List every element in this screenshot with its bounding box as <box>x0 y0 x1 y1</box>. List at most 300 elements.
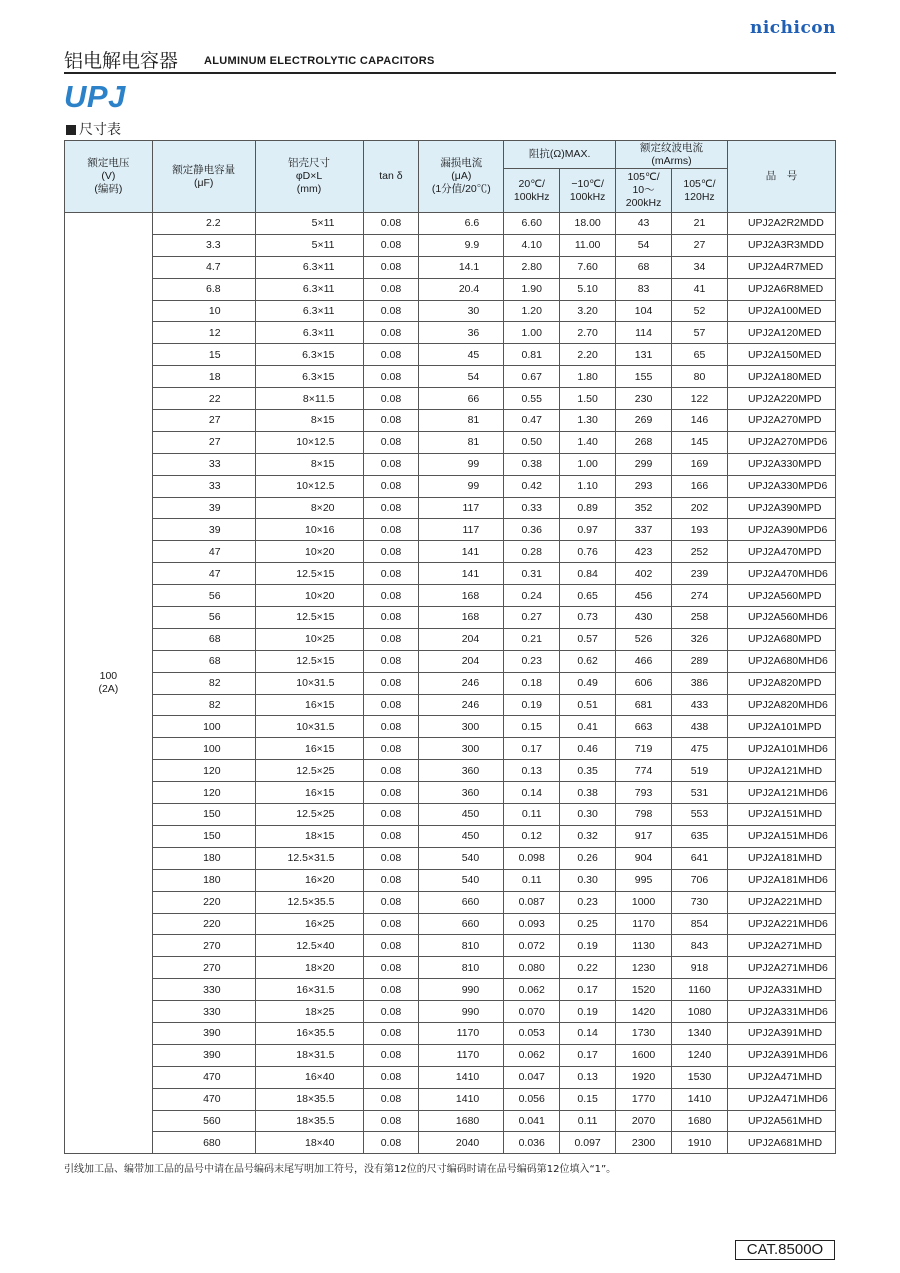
table-row <box>65 804 836 826</box>
cell-ripple-high: 917 <box>616 825 672 847</box>
cell-impedance-20c: 0.81 <box>504 344 560 366</box>
cell-case-size: 12.5×40 <box>255 935 363 957</box>
header-ripple-120hz <box>672 169 728 213</box>
cell-impedance-20c: 6.60 <box>504 213 560 235</box>
cell-ripple-120hz: 289 <box>672 650 728 672</box>
cell-ripple-high: 774 <box>616 760 672 782</box>
cell-tan-delta: 0.08 <box>363 278 419 300</box>
cell-ripple-high: 268 <box>616 431 672 453</box>
cell-part-number: UPJ2A101MPD <box>727 716 835 738</box>
cell-part-number: UPJ2A561MHD <box>727 1110 835 1132</box>
cell-leakage: 14.1 <box>419 256 504 278</box>
cell-tan-delta: 0.08 <box>363 672 419 694</box>
table-row <box>65 519 836 541</box>
cell-ripple-high: 1230 <box>616 957 672 979</box>
table-row <box>65 1044 836 1066</box>
cell-capacitance: 220 <box>152 913 255 935</box>
table-row <box>65 453 836 475</box>
cell-ripple-120hz: 145 <box>672 431 728 453</box>
cell-case-size: 16×31.5 <box>255 979 363 1001</box>
cell-ripple-120hz: 65 <box>672 344 728 366</box>
cell-leakage: 117 <box>419 519 504 541</box>
cell-leakage: 2040 <box>419 1132 504 1154</box>
header-imp-m10c-l1: −10℃/ <box>571 177 604 190</box>
cell-case-size: 18×35.5 <box>255 1110 363 1132</box>
cell-part-number: UPJ2A390MPD6 <box>727 519 835 541</box>
cell-capacitance: 56 <box>152 585 255 607</box>
cell-tan-delta: 0.08 <box>363 1088 419 1110</box>
header-case-size <box>255 141 363 213</box>
cell-impedance-20c: 0.056 <box>504 1088 560 1110</box>
cell-leakage: 450 <box>419 804 504 826</box>
cell-ripple-high: 793 <box>616 782 672 804</box>
header-impedance: 阻抗(Ω)MAX. <box>504 141 616 169</box>
table-row <box>65 628 836 650</box>
cell-leakage: 99 <box>419 475 504 497</box>
header-part-number: 品 号 <box>727 141 835 213</box>
cell-ripple-high: 402 <box>616 563 672 585</box>
cell-impedance-m10c: 0.57 <box>560 628 616 650</box>
cell-leakage: 204 <box>419 650 504 672</box>
cell-capacitance: 100 <box>152 716 255 738</box>
header-imp-20c-l2: 100kHz <box>513 190 550 203</box>
cell-capacitance: 390 <box>152 1022 255 1044</box>
cell-part-number: UPJ2A470MHD6 <box>727 563 835 585</box>
table-row <box>65 847 836 869</box>
cell-ripple-120hz: 1410 <box>672 1088 728 1110</box>
cell-part-number: UPJ2A270MPD6 <box>727 431 835 453</box>
cell-capacitance: 330 <box>152 1001 255 1023</box>
cell-tan-delta: 0.08 <box>363 628 419 650</box>
cell-tan-delta: 0.08 <box>363 366 419 388</box>
cell-impedance-m10c: 0.38 <box>560 782 616 804</box>
cell-case-size: 10×20 <box>255 541 363 563</box>
table-row <box>65 1022 836 1044</box>
cell-impedance-m10c: 0.15 <box>560 1088 616 1110</box>
cell-impedance-20c: 0.67 <box>504 366 560 388</box>
cell-ripple-high: 466 <box>616 650 672 672</box>
cell-case-size: 16×15 <box>255 694 363 716</box>
cell-ripple-high: 54 <box>616 234 672 256</box>
header-leakage <box>419 141 504 213</box>
cell-capacitance: 180 <box>152 869 255 891</box>
cell-ripple-120hz: 239 <box>672 563 728 585</box>
cell-ripple-120hz: 918 <box>672 957 728 979</box>
table-row <box>65 782 836 804</box>
cell-capacitance: 390 <box>152 1044 255 1066</box>
table-row <box>65 322 836 344</box>
cell-part-number: UPJ2A270MPD <box>727 410 835 432</box>
cell-part-number: UPJ2A181MHD <box>727 847 835 869</box>
cell-tan-delta: 0.08 <box>363 957 419 979</box>
cell-ripple-120hz: 202 <box>672 497 728 519</box>
cell-ripple-120hz: 326 <box>672 628 728 650</box>
dimension-table <box>64 140 836 1154</box>
cell-impedance-m10c: 0.097 <box>560 1132 616 1154</box>
cell-capacitance: 82 <box>152 672 255 694</box>
section-title-text: 尺寸表 <box>79 122 121 138</box>
cell-impedance-20c: 0.47 <box>504 410 560 432</box>
cell-ripple-120hz: 1340 <box>672 1022 728 1044</box>
cell-impedance-m10c: 11.00 <box>560 234 616 256</box>
cell-tan-delta: 0.08 <box>363 388 419 410</box>
cell-ripple-120hz: 433 <box>672 694 728 716</box>
cell-part-number: UPJ2A220MPD <box>727 388 835 410</box>
cell-impedance-m10c: 1.40 <box>560 431 616 453</box>
square-bullet-icon <box>66 125 76 135</box>
header-rule <box>64 72 836 74</box>
cell-part-number: UPJ2A680MPD <box>727 628 835 650</box>
cell-ripple-120hz: 146 <box>672 410 728 432</box>
table-row <box>65 1110 836 1132</box>
cell-ripple-120hz: 169 <box>672 453 728 475</box>
brand-logo: nichicon <box>749 18 836 38</box>
cell-tan-delta: 0.08 <box>363 322 419 344</box>
header-capacitance-l1: 额定静电容量 <box>172 163 236 176</box>
cell-impedance-20c: 0.080 <box>504 957 560 979</box>
cell-ripple-high: 663 <box>616 716 672 738</box>
cell-part-number: UPJ2A180MED <box>727 366 835 388</box>
cell-impedance-m10c: 0.46 <box>560 738 616 760</box>
cell-impedance-20c: 0.28 <box>504 541 560 563</box>
cell-capacitance: 10 <box>152 300 255 322</box>
cell-capacitance: 3.3 <box>152 234 255 256</box>
cell-ripple-high: 43 <box>616 213 672 235</box>
cell-ripple-120hz: 274 <box>672 585 728 607</box>
cell-leakage: 54 <box>419 366 504 388</box>
header-rip2-l2: 120Hz <box>684 190 715 203</box>
table-row <box>65 935 836 957</box>
table-row <box>65 234 836 256</box>
cell-tan-delta: 0.08 <box>363 541 419 563</box>
cell-impedance-20c: 0.047 <box>504 1066 560 1088</box>
cell-leakage: 1410 <box>419 1088 504 1110</box>
cell-impedance-20c: 0.55 <box>504 388 560 410</box>
header-leakage-l1: 漏损电流 <box>440 157 483 169</box>
cell-ripple-high: 526 <box>616 628 672 650</box>
cell-impedance-20c: 0.36 <box>504 519 560 541</box>
header-rip2-l1: 105℃/ <box>683 177 716 190</box>
cell-ripple-120hz: 1910 <box>672 1132 728 1154</box>
cell-part-number: UPJ2A150MED <box>727 344 835 366</box>
table-row <box>65 694 836 716</box>
cell-tan-delta: 0.08 <box>363 1001 419 1023</box>
cell-impedance-20c: 0.23 <box>504 650 560 672</box>
table-row <box>65 475 836 497</box>
header-tan-delta: tan δ <box>363 141 419 213</box>
cell-ripple-high: 606 <box>616 672 672 694</box>
cell-ripple-120hz: 41 <box>672 278 728 300</box>
cell-ripple-high: 1000 <box>616 891 672 913</box>
cell-capacitance: 27 <box>152 410 255 432</box>
cell-capacitance: 15 <box>152 344 255 366</box>
cell-tan-delta: 0.08 <box>363 760 419 782</box>
cell-case-size: 18×20 <box>255 957 363 979</box>
cell-part-number: UPJ2A471MHD6 <box>727 1088 835 1110</box>
cell-ripple-high: 1730 <box>616 1022 672 1044</box>
cell-ripple-120hz: 1680 <box>672 1110 728 1132</box>
page-title-cn: 铝电解电容器 <box>64 50 179 72</box>
cell-tan-delta: 0.08 <box>363 847 419 869</box>
cell-leakage: 36 <box>419 322 504 344</box>
cell-case-size: 12.5×35.5 <box>255 891 363 913</box>
cell-capacitance: 6.8 <box>152 278 255 300</box>
cell-tan-delta: 0.08 <box>363 782 419 804</box>
cell-capacitance: 22 <box>152 388 255 410</box>
cell-ripple-high: 1170 <box>616 913 672 935</box>
cell-capacitance: 150 <box>152 804 255 826</box>
cell-impedance-m10c: 2.20 <box>560 344 616 366</box>
cell-case-size: 10×16 <box>255 519 363 541</box>
cell-case-size: 12.5×25 <box>255 760 363 782</box>
cell-part-number: UPJ2A181MHD6 <box>727 869 835 891</box>
cell-ripple-high: 68 <box>616 256 672 278</box>
cell-case-size: 16×15 <box>255 738 363 760</box>
cell-leakage: 20.4 <box>419 278 504 300</box>
cell-impedance-20c: 0.21 <box>504 628 560 650</box>
cell-part-number: UPJ2A121MHD6 <box>727 782 835 804</box>
cell-leakage: 1410 <box>419 1066 504 1088</box>
cell-impedance-m10c: 0.76 <box>560 541 616 563</box>
cell-capacitance: 68 <box>152 650 255 672</box>
header-imp-20c <box>504 169 560 213</box>
cell-ripple-high: 430 <box>616 607 672 629</box>
table-row <box>65 541 836 563</box>
cell-ripple-120hz: 193 <box>672 519 728 541</box>
cell-capacitance: 150 <box>152 825 255 847</box>
cell-leakage: 660 <box>419 913 504 935</box>
cell-leakage: 117 <box>419 497 504 519</box>
cell-part-number: UPJ2A101MHD6 <box>727 738 835 760</box>
cell-capacitance: 4.7 <box>152 256 255 278</box>
cell-tan-delta: 0.08 <box>363 563 419 585</box>
cell-tan-delta: 0.08 <box>363 716 419 738</box>
header-rip1-l2: 10～ <box>632 184 655 196</box>
cell-capacitance: 27 <box>152 431 255 453</box>
cell-impedance-m10c: 0.35 <box>560 760 616 782</box>
cell-impedance-20c: 4.10 <box>504 234 560 256</box>
cell-capacitance: 12 <box>152 322 255 344</box>
cell-part-number: UPJ2A560MHD6 <box>727 607 835 629</box>
cell-tan-delta: 0.08 <box>363 935 419 957</box>
cell-impedance-20c: 0.24 <box>504 585 560 607</box>
header-leakage-l2: (μA) <box>451 170 472 182</box>
cell-case-size: 16×20 <box>255 869 363 891</box>
cell-tan-delta: 0.08 <box>363 891 419 913</box>
table-row <box>65 256 836 278</box>
cell-tan-delta: 0.08 <box>363 738 419 760</box>
cell-ripple-120hz: 166 <box>672 475 728 497</box>
cell-part-number: UPJ2A3R3MDD <box>727 234 835 256</box>
cell-capacitance: 47 <box>152 563 255 585</box>
cell-ripple-120hz: 706 <box>672 869 728 891</box>
cell-case-size: 18×35.5 <box>255 1088 363 1110</box>
cell-impedance-m10c: 0.89 <box>560 497 616 519</box>
cell-leakage: 81 <box>419 410 504 432</box>
table-row <box>65 913 836 935</box>
cell-case-size: 6.3×11 <box>255 278 363 300</box>
cell-ripple-high: 995 <box>616 869 672 891</box>
cell-impedance-20c: 0.036 <box>504 1132 560 1154</box>
cell-leakage: 246 <box>419 694 504 716</box>
cell-part-number: UPJ2A100MED <box>727 300 835 322</box>
cell-impedance-20c: 0.093 <box>504 913 560 935</box>
cell-impedance-20c: 0.14 <box>504 782 560 804</box>
cell-case-size: 12.5×15 <box>255 607 363 629</box>
cell-tan-delta: 0.08 <box>363 475 419 497</box>
cell-leakage: 141 <box>419 563 504 585</box>
table-row <box>65 410 836 432</box>
cell-impedance-m10c: 0.62 <box>560 650 616 672</box>
cell-impedance-20c: 0.31 <box>504 563 560 585</box>
cell-leakage: 1170 <box>419 1044 504 1066</box>
cell-ripple-120hz: 258 <box>672 607 728 629</box>
cell-ripple-120hz: 854 <box>672 913 728 935</box>
cell-leakage: 99 <box>419 453 504 475</box>
cell-tan-delta: 0.08 <box>363 234 419 256</box>
cell-case-size: 5×11 <box>255 234 363 256</box>
cell-ripple-120hz: 1160 <box>672 979 728 1001</box>
cell-ripple-high: 131 <box>616 344 672 366</box>
cell-tan-delta: 0.08 <box>363 585 419 607</box>
cell-ripple-120hz: 531 <box>672 782 728 804</box>
cell-impedance-m10c: 2.70 <box>560 322 616 344</box>
cell-capacitance: 2.2 <box>152 213 255 235</box>
cell-tan-delta: 0.08 <box>363 213 419 235</box>
cell-ripple-120hz: 1240 <box>672 1044 728 1066</box>
cell-part-number: UPJ2A390MPD <box>727 497 835 519</box>
cell-impedance-m10c: 0.11 <box>560 1110 616 1132</box>
cell-tan-delta: 0.08 <box>363 913 419 935</box>
cell-ripple-120hz: 730 <box>672 891 728 913</box>
cell-tan-delta: 0.08 <box>363 607 419 629</box>
cell-leakage: 810 <box>419 957 504 979</box>
cell-part-number: UPJ2A120MED <box>727 322 835 344</box>
header-capacitance-l2: (μF) <box>193 176 214 189</box>
cell-ripple-high: 1600 <box>616 1044 672 1066</box>
cell-ripple-120hz: 21 <box>672 213 728 235</box>
cell-tan-delta: 0.08 <box>363 300 419 322</box>
cell-case-size: 10×12.5 <box>255 475 363 497</box>
cell-part-number: UPJ2A271MHD6 <box>727 957 835 979</box>
cell-case-size: 16×25 <box>255 913 363 935</box>
cell-case-size: 18×40 <box>255 1132 363 1154</box>
cell-leakage: 810 <box>419 935 504 957</box>
cell-leakage: 300 <box>419 716 504 738</box>
cell-ripple-120hz: 438 <box>672 716 728 738</box>
cell-part-number: UPJ2A2R2MDD <box>727 213 835 235</box>
cell-impedance-20c: 0.062 <box>504 979 560 1001</box>
cell-case-size: 16×15 <box>255 782 363 804</box>
cell-impedance-m10c: 0.30 <box>560 869 616 891</box>
cell-capacitance: 39 <box>152 497 255 519</box>
table-row <box>65 738 836 760</box>
table-row <box>65 585 836 607</box>
cell-case-size: 8×15 <box>255 410 363 432</box>
cell-impedance-20c: 0.15 <box>504 716 560 738</box>
cell-case-size: 12.5×15 <box>255 650 363 672</box>
cell-case-size: 6.3×15 <box>255 344 363 366</box>
table-row <box>65 1132 836 1154</box>
cell-tan-delta: 0.08 <box>363 869 419 891</box>
cell-capacitance: 120 <box>152 782 255 804</box>
cell-leakage: 30 <box>419 300 504 322</box>
cell-capacitance: 47 <box>152 541 255 563</box>
cell-impedance-20c: 2.80 <box>504 256 560 278</box>
cell-capacitance: 470 <box>152 1088 255 1110</box>
cell-tan-delta: 0.08 <box>363 1110 419 1132</box>
cell-ripple-120hz: 122 <box>672 388 728 410</box>
cell-impedance-m10c: 1.30 <box>560 410 616 432</box>
cell-part-number: UPJ2A6R8MED <box>727 278 835 300</box>
cell-capacitance: 33 <box>152 475 255 497</box>
cell-impedance-m10c: 3.20 <box>560 300 616 322</box>
cell-impedance-20c: 1.00 <box>504 322 560 344</box>
cell-impedance-m10c: 0.65 <box>560 585 616 607</box>
cell-impedance-20c: 0.27 <box>504 607 560 629</box>
table-row <box>65 344 836 366</box>
cell-capacitance: 18 <box>152 366 255 388</box>
cell-leakage: 168 <box>419 585 504 607</box>
cell-part-number: UPJ2A820MPD <box>727 672 835 694</box>
header-case-l1: 铝壳尺寸 <box>288 157 331 169</box>
cell-case-size: 6.3×11 <box>255 322 363 344</box>
header-case-l3: (mm) <box>296 183 322 195</box>
cell-tan-delta: 0.08 <box>363 453 419 475</box>
cell-ripple-high: 293 <box>616 475 672 497</box>
cell-impedance-m10c: 0.32 <box>560 825 616 847</box>
cell-tan-delta: 0.08 <box>363 694 419 716</box>
cell-impedance-m10c: 0.19 <box>560 935 616 957</box>
cell-capacitance: 120 <box>152 760 255 782</box>
cell-ripple-high: 83 <box>616 278 672 300</box>
cell-leakage: 6.6 <box>419 213 504 235</box>
cell-leakage: 45 <box>419 344 504 366</box>
cell-part-number: UPJ2A271MHD <box>727 935 835 957</box>
cell-ripple-high: 1770 <box>616 1088 672 1110</box>
cell-ripple-120hz: 52 <box>672 300 728 322</box>
cell-ripple-high: 230 <box>616 388 672 410</box>
table-row <box>65 563 836 585</box>
cell-tan-delta: 0.08 <box>363 979 419 1001</box>
cell-ripple-high: 1920 <box>616 1066 672 1088</box>
cell-ripple-high: 1420 <box>616 1001 672 1023</box>
cell-impedance-m10c: 0.73 <box>560 607 616 629</box>
cell-voltage-value: 100 <box>99 670 118 683</box>
cell-tan-delta: 0.08 <box>363 804 419 826</box>
cell-leakage: 300 <box>419 738 504 760</box>
cell-impedance-20c: 0.11 <box>504 804 560 826</box>
cell-part-number: UPJ2A560MPD <box>727 585 835 607</box>
cell-part-number: UPJ2A4R7MED <box>727 256 835 278</box>
cell-impedance-m10c: 0.84 <box>560 563 616 585</box>
cell-impedance-20c: 0.17 <box>504 738 560 760</box>
header-voltage-l3: (编码) <box>94 183 123 195</box>
header-ripple-l2: (mArms) <box>651 154 692 167</box>
cell-ripple-high: 104 <box>616 300 672 322</box>
cell-ripple-high: 681 <box>616 694 672 716</box>
cell-tan-delta: 0.08 <box>363 1022 419 1044</box>
cell-leakage: 990 <box>419 979 504 1001</box>
cell-impedance-20c: 0.50 <box>504 431 560 453</box>
cell-case-size: 8×20 <box>255 497 363 519</box>
cell-part-number: UPJ2A471MHD <box>727 1066 835 1088</box>
cell-ripple-high: 798 <box>616 804 672 826</box>
cell-impedance-m10c: 18.00 <box>560 213 616 235</box>
cell-part-number: UPJ2A330MPD <box>727 453 835 475</box>
catalog-number: CAT.8500O <box>735 1240 835 1260</box>
cell-leakage: 9.9 <box>419 234 504 256</box>
